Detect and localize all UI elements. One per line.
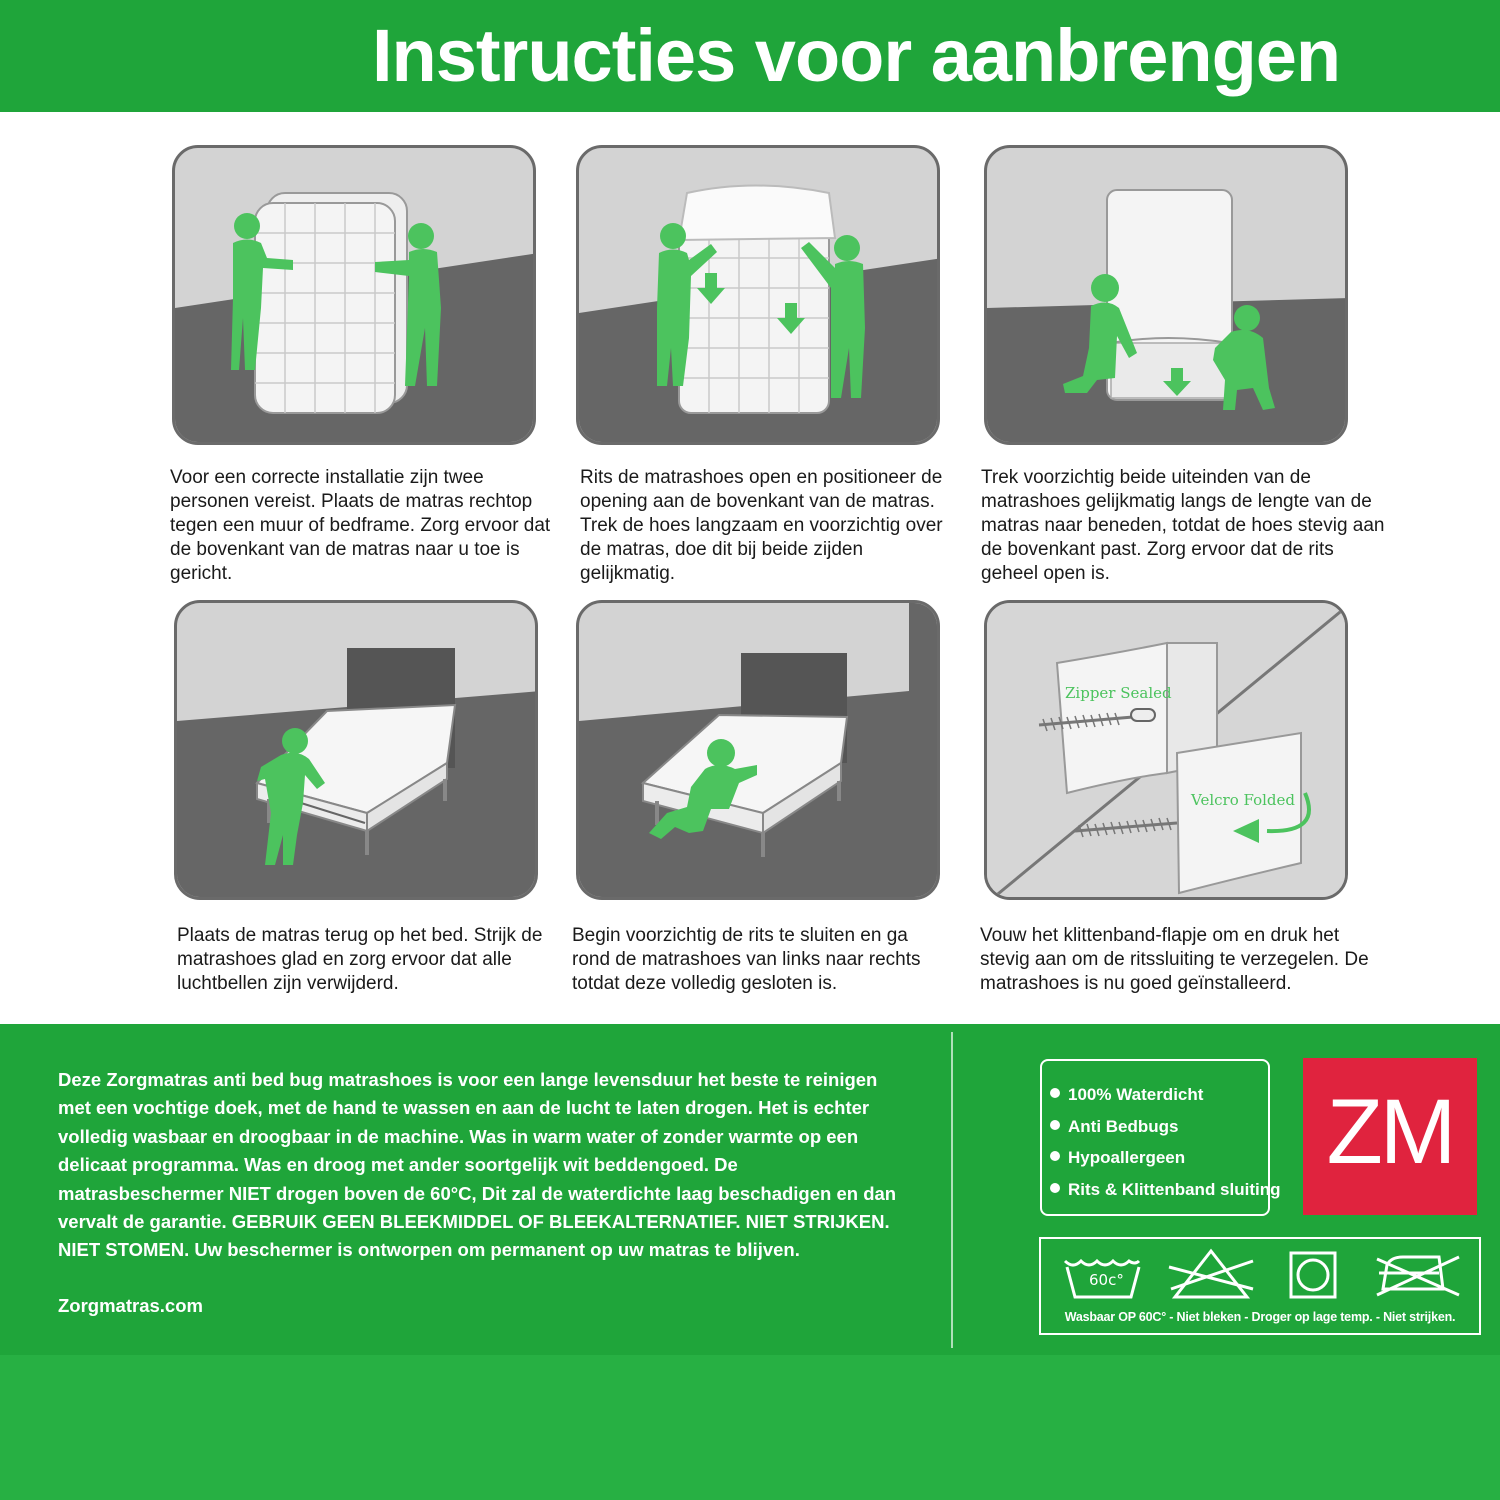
footer-band xyxy=(0,1355,1500,1500)
tumble-dry-icon xyxy=(1291,1253,1335,1297)
no-bleach-icon xyxy=(1169,1251,1253,1297)
care-caption: Wasbaar OP 60C° - Niet bleken - Droger op lage temp. - Niet strijken. xyxy=(1064,1310,1456,1324)
no-iron-icon xyxy=(1377,1257,1459,1295)
bullet-icon xyxy=(1050,1088,1060,1098)
step-6-text: Vouw het klittenband-flapje om en druk het stevig aan om de ritssluiting te verzegelen. De matrashoes is nu goed geïnstalleerd. xyxy=(980,925,1369,994)
step-2-text: Rits de matrashoes open en positioneer de opening aan de bovenkant van de matras. Trek de hoes langzaam en voorzichtig over de matras, doe dit bij beide zijden gelijkmatig. xyxy=(580,467,943,584)
velcro-folded-label: Velcro Folded xyxy=(1191,791,1295,809)
step-2-illustration xyxy=(576,145,940,445)
bullet-icon xyxy=(1050,1151,1060,1161)
care-instructions: Deze Zorgmatras anti bed bug matrashoes is voor een lange levensduur het beste te reinigen met een vochtige doek, met de hand te wassen en aan de lucht te laten drogen. Het is echter volledig wasbaar en droogbaar in de machine. Was in warm water of zonder warmte op een delicaat programma. Was en droog met ander soortgelijk wit beddengoed. De matrasbeschermer NIET drogen boven de 60°C, Dit zal de waterdichte laag beschadigen en dan vervalt de garantie. GEBRUIK GEEN BLEEKMIDDEL OF BLEEKALTERNATIEF. NIET STRIJKEN. NIET STOMEN. Uw beschermer is ontworpen om permanent op uw matras te blijven. xyxy=(58,1069,897,1261)
footer-divider xyxy=(951,1032,953,1348)
step-1-illustration xyxy=(172,145,536,445)
feature-item: Hypoallergeen xyxy=(1050,1142,1268,1174)
feature-item: Rits & Klittenband sluiting xyxy=(1050,1174,1268,1206)
step-5-illustration xyxy=(576,600,940,900)
header-bar xyxy=(0,0,1500,112)
step-3-illustration xyxy=(984,145,1348,445)
step-5-text: Begin voorzichtig de rits te sluiten en ga rond de matrashoes van links naar rechts totdat deze volledig gesloten is. xyxy=(572,925,921,994)
zipper-sealed-label: Zipper Sealed xyxy=(1065,684,1172,702)
step-1-text: Voor een correcte installatie zijn twee personen vereist. Plaats de matras rechtop tegen een muur of bedframe. Zorg ervoor dat de bovenkant van de matras naar u toe is gericht. xyxy=(170,467,551,584)
wash-temp-label: 60c° xyxy=(1089,1271,1124,1289)
step-3-text: Trek voorzichtig beide uiteinden van de matrashoes gelijkmatig langs de lengte van de matras naar beneden, totdat de hoes stevig aan de bovenkant past. Zorg ervoor dat de rits geheel open is. xyxy=(981,467,1385,584)
step-4-text: Plaats de matras terug op het bed. Strijk de matrashoes glad en zorg ervoor dat alle luchtbellen zijn verwijderd. xyxy=(177,925,543,994)
website-link[interactable]: Zorgmatras.com xyxy=(58,1295,203,1316)
feature-item: 100% Waterdicht xyxy=(1050,1079,1268,1111)
bullet-icon xyxy=(1050,1120,1060,1130)
feature-list xyxy=(1040,1059,1281,1216)
step-6-illustration xyxy=(984,600,1348,900)
page-title: Instructies voor aanbrengen xyxy=(372,14,1341,97)
bullet-icon xyxy=(1050,1183,1060,1193)
step-4-illustration xyxy=(174,600,538,900)
brand-logo xyxy=(1303,1058,1477,1215)
care-symbols xyxy=(1039,1237,1481,1335)
logo-text: ZM xyxy=(1326,1081,1454,1183)
feature-item: Anti Bedbugs xyxy=(1050,1111,1268,1143)
